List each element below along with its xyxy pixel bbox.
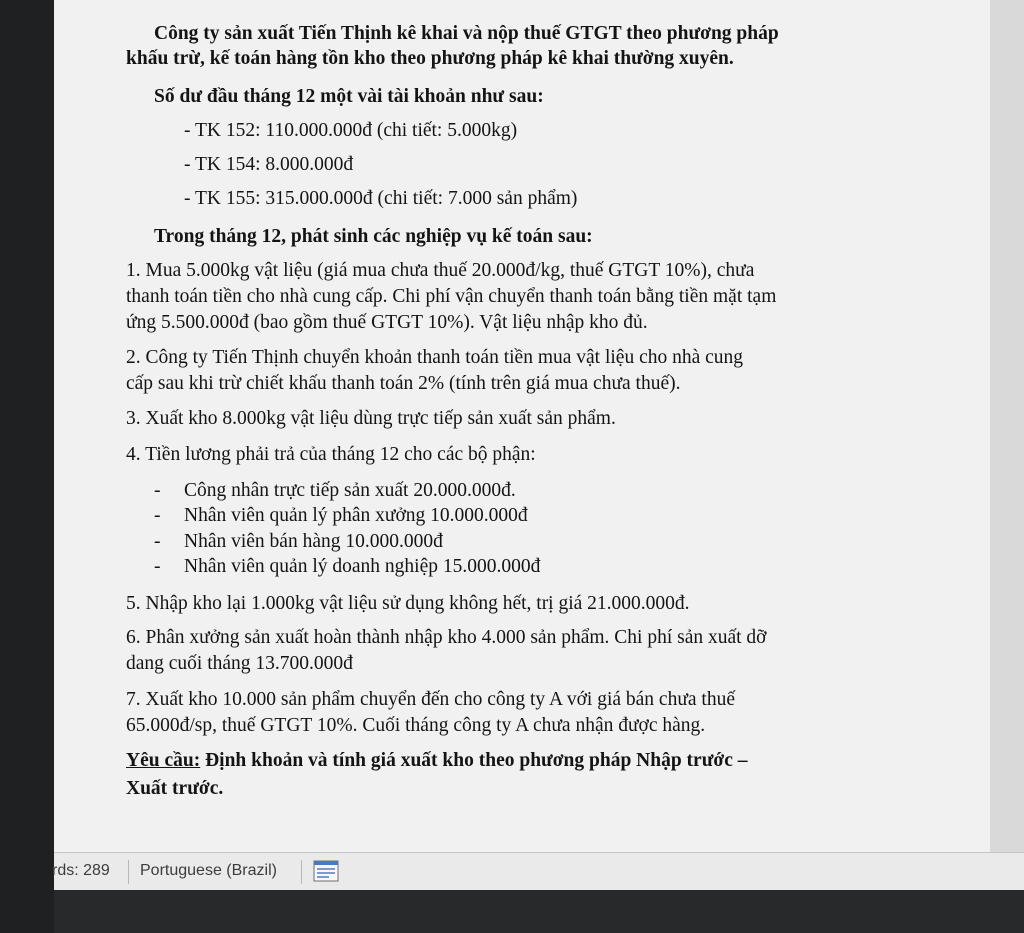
balance-item: - TK 155: 315.000.000đ (chi tiết: 7.000 sản phẩm) — [184, 188, 578, 209]
print-layout-icon[interactable] — [313, 860, 339, 882]
transaction-7-line: 7. Xuất kho 10.000 sản phẩm chuyển đến cho công ty A với giá bán chưa thuế — [126, 689, 736, 710]
transaction-1-line: 1. Mua 5.000kg vật liệu (giá mua chưa thuế 20.000đ/kg, thuế GTGT 10%), chưa — [126, 260, 755, 281]
transaction-7-line: 65.000đ/sp, thuế GTGT 10%. Cuối tháng công ty A chưa nhận được hàng. — [126, 715, 706, 736]
requirement-text: Định khoản và tính giá xuất kho theo phương pháp Nhập trước – — [200, 750, 748, 771]
transaction-1-line: ứng 5.500.000đ (bao gồm thuế GTGT 10%). Vật liệu nhập kho đủ. — [126, 312, 648, 333]
salary-bullet: - — [154, 531, 161, 552]
balance-item: - TK 154: 8.000.000đ — [184, 154, 354, 175]
status-divider — [301, 860, 302, 884]
intro-line-2: khấu trừ, kế toán hàng tồn kho theo phương pháp kê khai thường xuyên. — [126, 48, 734, 69]
salary-bullet: - — [154, 480, 161, 501]
salary-item: Nhân viên quản lý doanh nghiệp 15.000.000đ — [184, 556, 541, 577]
taskbar-area — [54, 890, 1024, 933]
requirement-line — [126, 749, 748, 773]
opening-balance-heading: Số dư đầu tháng 12 một vài tài khoản như sau: — [154, 86, 544, 107]
salary-item: Nhân viên quản lý phân xưởng 10.000.000đ — [184, 505, 528, 526]
document-page[interactable] — [54, 0, 990, 852]
left-window-edge — [0, 0, 54, 933]
transaction-4: 4. Tiền lương phải trả của tháng 12 cho các bộ phận: — [126, 444, 536, 465]
status-bar — [54, 852, 1024, 891]
balance-item: - TK 152: 110.000.000đ (chi tiết: 5.000kg) — [184, 120, 518, 141]
transactions-heading: Trong tháng 12, phát sinh các nghiệp vụ kế toán sau: — [154, 226, 593, 247]
requirement-label: Yêu cầu: — [126, 750, 201, 771]
document-workspace — [54, 0, 1024, 852]
transaction-5: 5. Nhập kho lại 1.000kg vật liệu sử dụng không hết, trị giá 21.000.000đ. — [126, 593, 690, 614]
intro-line-1: Công ty sản xuất Tiến Thịnh kê khai và nộp thuế GTGT theo phương pháp — [154, 23, 779, 44]
transaction-2-line: cấp sau khi trừ chiết khấu thanh toán 2% (tính trên giá mua chưa thuế). — [126, 373, 681, 394]
salary-item: Nhân viên bán hàng 10.000.000đ — [184, 531, 443, 552]
word-count[interactable]: rds: 289 — [52, 862, 110, 879]
salary-item: Công nhân trực tiếp sản xuất 20.000.000đ. — [184, 480, 516, 501]
status-divider — [128, 860, 129, 884]
salary-bullet: - — [154, 556, 161, 577]
language-indicator[interactable]: Portuguese (Brazil) — [140, 862, 277, 879]
transaction-2-line: 2. Công ty Tiến Thịnh chuyển khoản thanh toán tiền mua vật liệu cho nhà cung — [126, 347, 744, 368]
salary-bullet: - — [154, 505, 161, 526]
transaction-6-line: dang cuối tháng 13.700.000đ — [126, 653, 353, 674]
vertical-scrollbar[interactable] — [990, 0, 1024, 852]
transaction-3: 3. Xuất kho 8.000kg vật liệu dùng trực tiếp sản xuất sản phẩm. — [126, 408, 616, 429]
transaction-6-line: 6. Phân xưởng sản xuất hoàn thành nhập kho 4.000 sản phẩm. Chi phí sản xuất dỡ — [126, 627, 767, 648]
requirement-line-2: Xuất trước. — [126, 778, 224, 799]
transaction-1-line: thanh toán tiền cho nhà cung cấp. Chi phí vận chuyển thanh toán bằng tiền mặt tạm — [126, 286, 777, 307]
